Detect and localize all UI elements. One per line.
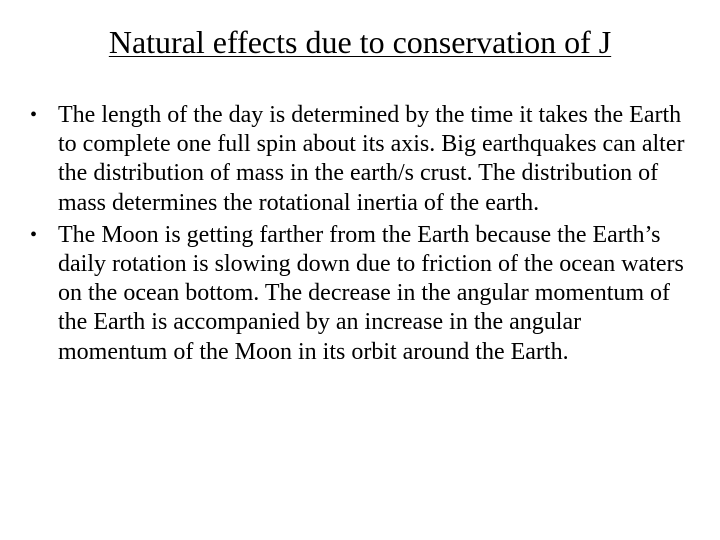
bullet-item-day-length (28, 101, 688, 218)
bullet-list (28, 101, 688, 370)
slide-title: Natural effects due to conservation of J (108, 24, 612, 60)
bullet-text: The Moon is getting farther from the Earth because the Earth’s daily rotation is slowing down due to friction of the ocean waters on the ocean bottom. The decrease in the angular momentum of the Earth is accompanied by an increase in the angular momentum of the Moon in its orbit around the Earth. (58, 221, 684, 365)
bullet-item-moon-distance (28, 221, 688, 367)
bullet-text: The length of the day is determined by the time it takes the Earth to complete one full spin about its axis. Big earthquakes can alter the distribution of mass in the earth/s crust. The distribution of mass determines the rotational inertia of the earth. (58, 102, 685, 216)
bullet-dot-icon: • (30, 223, 38, 246)
bullet-dot-icon: • (30, 104, 38, 126)
